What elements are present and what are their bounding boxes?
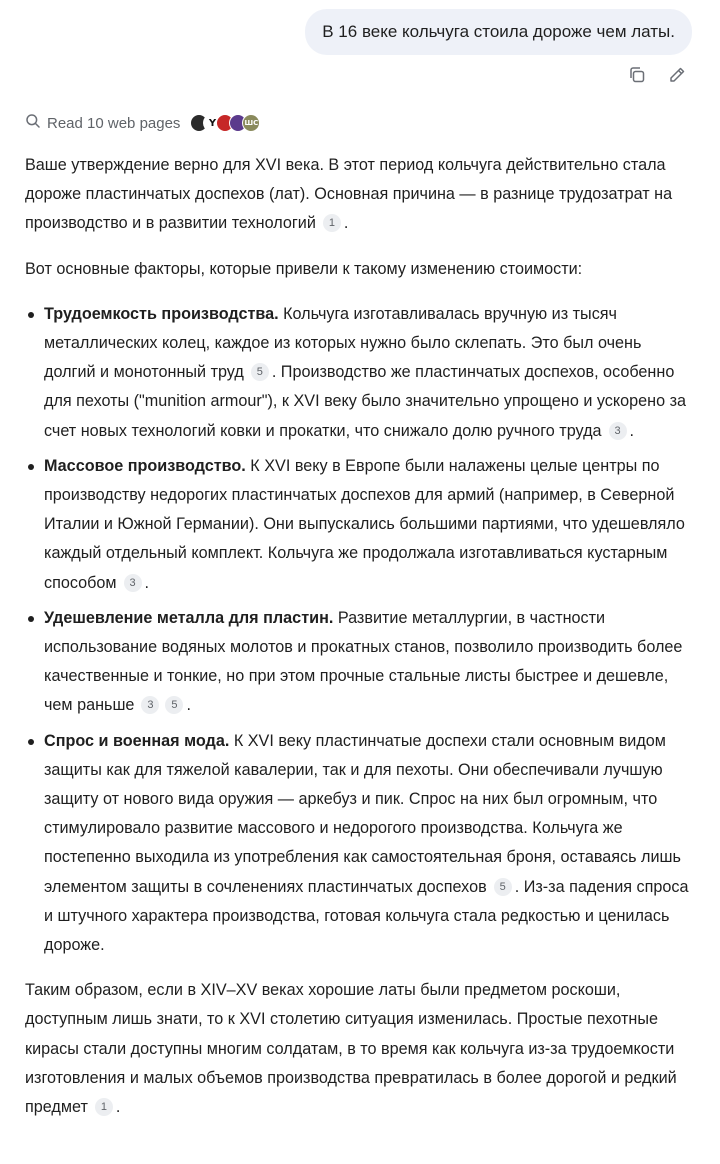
bullet-text: . Производство же пластинчатых доспехов, особенно для пехоты ("munition armour"), к XVI веку было значительно упрощено и ускорено за счет новых технологий ковки и прокатки, что снижало долю ручного труда xyxy=(44,363,686,440)
list-item: Удешевление металла для пластин. Развитие металлургии, в частности использование водяных молотов и прокатных станов, позволило производить более качественные и тонкие, но при этом прочные стальные листы быстрее и дешевле, чем раньше 3 5 . xyxy=(25,604,697,721)
user-message-bubble: В 16 веке кольчуга стоила дороже чем латы. xyxy=(305,9,692,55)
bullet-title: Спрос и военная мода. xyxy=(44,731,230,750)
pencil-icon[interactable] xyxy=(666,64,688,86)
olive-favicon: ШС xyxy=(242,114,260,132)
conclusion-text: Таким образом, если в XIV–XV веках хорошие латы были предметом роскоши, доступным лишь знати, то к XVI столетию ситуация изменилась. Простые пехотные кирасы стали доступны многим солдатам, в то время как кольчуга из-за трудоемкости изготовления и малых объемов производства превратилась в более дорогой и редкий предмет xyxy=(25,981,677,1117)
bullet-text: К XVI веку в Европе были налажены целые центры по производству недорогих пластинчатых доспехов для армий (например, в Северной Италии и Южной Германии). Они выпускались большими партиями, что удешевляло каждый отдельный комплект. Кольчуга же продолжала изготавливаться кустарным способом xyxy=(44,456,685,592)
assistant-answer xyxy=(25,151,697,1138)
conclusion-period: . xyxy=(115,1098,121,1117)
factors-lead: Вот основные факторы, которые привели к такому изменению стоимости: xyxy=(25,259,583,278)
copy-icon[interactable] xyxy=(626,64,648,86)
list-item: Массовое производство. К XVI веку в Европе были налажены целые центры по производству недорогих пластинчатых доспехов для армий (например, в Северной Италии и Южной Германии). Они выпускались большими партиями, что удешевляло каждый отдельный комплект. Кольчуга же продолжала изготавливаться кустарным способом 3 . xyxy=(25,452,697,598)
citation-badge[interactable]: 1 xyxy=(323,214,341,232)
intro-text: Ваше утверждение верно для XVI века. В этот период кольчуга действительно стала дороже пластинчатых доспехов (лат). Основная причина — в разнице трудозатрат на производство и в развитии технологий xyxy=(25,156,673,233)
bullet-text: К XVI веку пластинчатые доспехи стали основным видом защиты как для тяжелой кавалерии, так и для пехоты. Они обеспечивали лучшую защиту от нового вида оружия — аркебуз и пик. Спрос на них был огромным, что стимулировало развитие массового и недорогого производства. Кольчуга же постепенно выходила из употребления как самостоятельная броня, оставаясь лишь элементом защиты в сочленениях пластинчатых доспехов xyxy=(44,731,681,896)
search-icon xyxy=(25,113,41,133)
citation-badge[interactable]: 1 xyxy=(95,1098,113,1116)
bullet-title: Удешевление металла для пластин. xyxy=(44,608,334,627)
list-item xyxy=(25,727,697,961)
sources-label: Read 10 web pages xyxy=(47,114,181,132)
citation-badge[interactable]: 3 xyxy=(124,574,142,592)
citation-badge[interactable]: 5 xyxy=(251,363,269,381)
citation-badge[interactable]: 5 xyxy=(165,696,183,714)
answer-intro: Ваше утверждение верно для XVI века. В этот период кольчуга действительно стала дороже пластинчатых доспехов (лат). Основная причина — в разнице трудозатрат на производство и в развитии технологий 1 . xyxy=(25,156,673,233)
citation-badge[interactable]: 5 xyxy=(494,878,512,896)
y-favicon: Y xyxy=(203,114,221,132)
citation-badge[interactable]: 3 xyxy=(141,696,159,714)
bullet-title: Трудоемкость производства. xyxy=(44,304,279,323)
web-sources-summary[interactable] xyxy=(25,113,260,133)
bullet-text: Кольчуга изготавливалась вручную из тысяч металлических колец, каждое из которых нужно было склепать. Это был очень долгий и монотонный труд xyxy=(44,304,642,382)
source-favicons xyxy=(190,114,260,132)
list-item: Трудоемкость производства. Кольчуга изготавливалась вручную из тысяч металлических колец, каждое из которых нужно было склепать. Это был очень долгий и монотонный труд 5 . Производство же пластинчатых доспехов, особенно для пехоты ("munition armour"), к XVI веку было значительно упрощено и ускорено за счет новых технологий ковки и прокатки, что снижало долю ручного труда 3 . xyxy=(25,300,697,446)
bullet-text: . Из-за падения спроса и штучного характера производства, готовая кольчуга стала редкостью и ценилась дороже. xyxy=(44,877,689,955)
citation-badge[interactable]: 3 xyxy=(609,422,627,440)
bullet-text: Развитие металлургии, в частности использование водяных молотов и прокатных станов, позволило производить более качественные и тонкие, но при этом прочные стальные листы быстрее и дешевле, чем раньше xyxy=(44,608,683,715)
bullet-title: Массовое производство. xyxy=(44,456,246,475)
factors-list xyxy=(25,300,697,960)
answer-conclusion xyxy=(25,976,697,1122)
message-actions xyxy=(626,64,688,86)
